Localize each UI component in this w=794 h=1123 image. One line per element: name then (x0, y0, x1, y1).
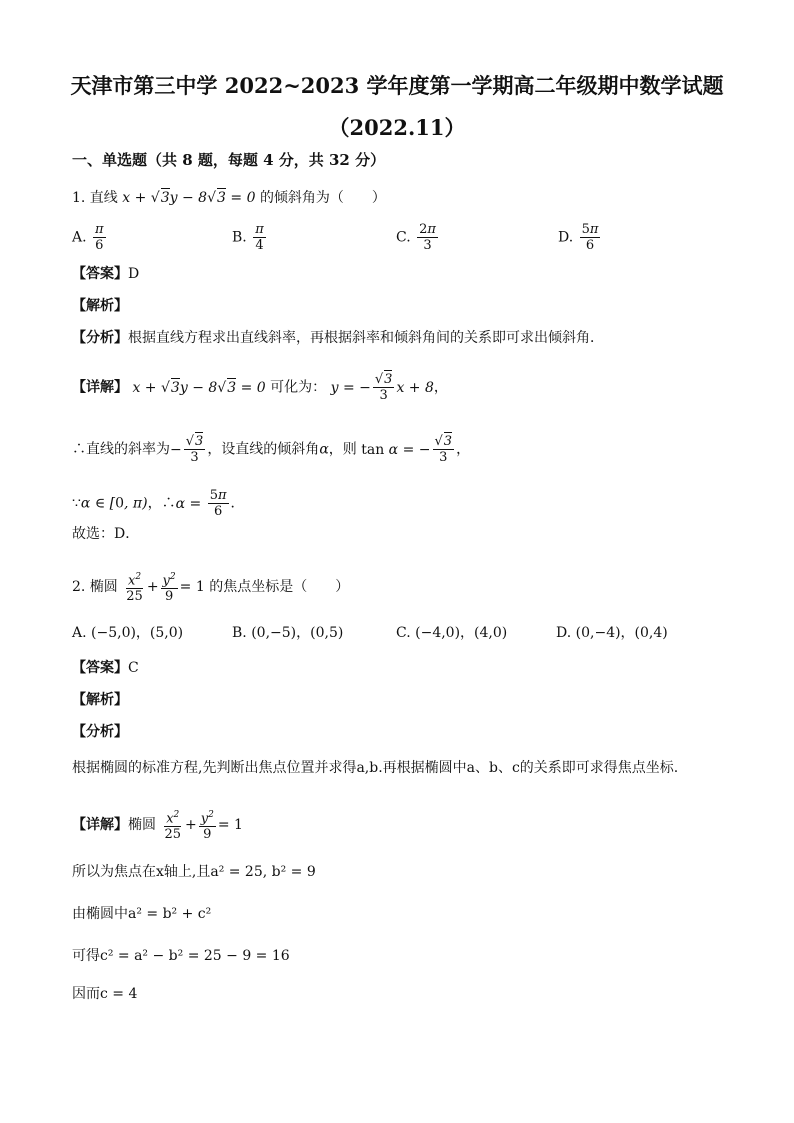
question-1-stem (72, 188, 386, 208)
question-2-step-4: 因而c = 4 (72, 986, 138, 1002)
question-1-angle: ∵α ∈ [0, π)，∴α = $\frac{5\pi}{6}$ ． (72, 488, 245, 519)
question-2-detail: 【详解】椭圆 $\frac{x^2}{25}$ + $\frac{y^2}{9}$ = 1 (72, 810, 243, 843)
question-2-step-1: 所以为焦点在x轴上,且a² = 25, b² = 9 (72, 864, 316, 880)
exam-date: （2022.11） (328, 115, 466, 140)
question-2-fenxi-tag: 【分析】 (72, 724, 128, 740)
question-1-detail: 【详解】 x + √3y − 8√3 = 0 可化为： y = − $\frac{√3}{3}$ x + 8， (72, 372, 448, 403)
question-1-option-d: D. $\frac{5\pi}{6}$ (558, 222, 599, 253)
question-2-analysis-tag: 【解析】 (72, 692, 128, 708)
question-2-fenxi: 根据椭圆的标准方程,先判断出焦点位置并求得a,b.再根据椭圆中a、b、c的关系即可求得焦点坐标. (72, 760, 679, 776)
question-1-option-c: C. $\frac{2\pi}{3}$ (396, 222, 436, 253)
question-1-equation: x + √3y − 8√3 = 0 (122, 190, 256, 206)
question-1-answer: 【答案】D (72, 266, 140, 282)
question-2-step-2: 由椭圆中a² = b² + c² (72, 906, 212, 922)
question-2-option-a: A. (−5,0)，(5,0) (72, 625, 184, 641)
question-1-option-b: B. $\frac{\pi}{4}$ (232, 222, 264, 253)
section-heading: 一、单选题（共 8 题，每题 4 分，共 32 分） (72, 151, 386, 169)
question-1-option-a: A. $\frac{\pi}{6}$ (72, 222, 104, 253)
question-1-number: 1. 直线 (72, 190, 118, 206)
question-1-analysis-tag: 【解析】 (72, 298, 128, 314)
page-title: 天津市第三中学 2022~2023 学年度第一学期高二年级期中数学试题 (70, 73, 724, 98)
question-1-slope: ∴直线的斜率为− $\frac{√3}{3}$ ，设直线的倾斜角α，则 tan α = − $\frac{√3}{3}$ ， (72, 434, 471, 465)
question-2-step-3: 可得c² = a² − b² = 25 − 9 = 16 (72, 948, 290, 964)
question-1-choice: 故选：D． (72, 526, 140, 542)
question-2-stem: 2. 椭圆 $\frac{x^2}{25}$ + $\frac{y^2}{9}$ = 1 的焦点坐标是（ ） (72, 572, 350, 605)
question-1-tail: 的倾斜角为（ ） (259, 190, 386, 206)
question-1-fenxi: 【分析】根据直线方程求出直线斜率，再根据斜率和倾斜角间的关系即可求出倾斜角． (72, 330, 604, 346)
question-2-option-d: D. (0,−4)，(0,4) (556, 625, 668, 641)
question-2-option-b: B. (0,−5)，(0,5) (232, 625, 344, 641)
question-2-answer: 【答案】C (72, 660, 139, 676)
question-2-option-c: C. (−4,0)，(4,0) (396, 625, 508, 641)
